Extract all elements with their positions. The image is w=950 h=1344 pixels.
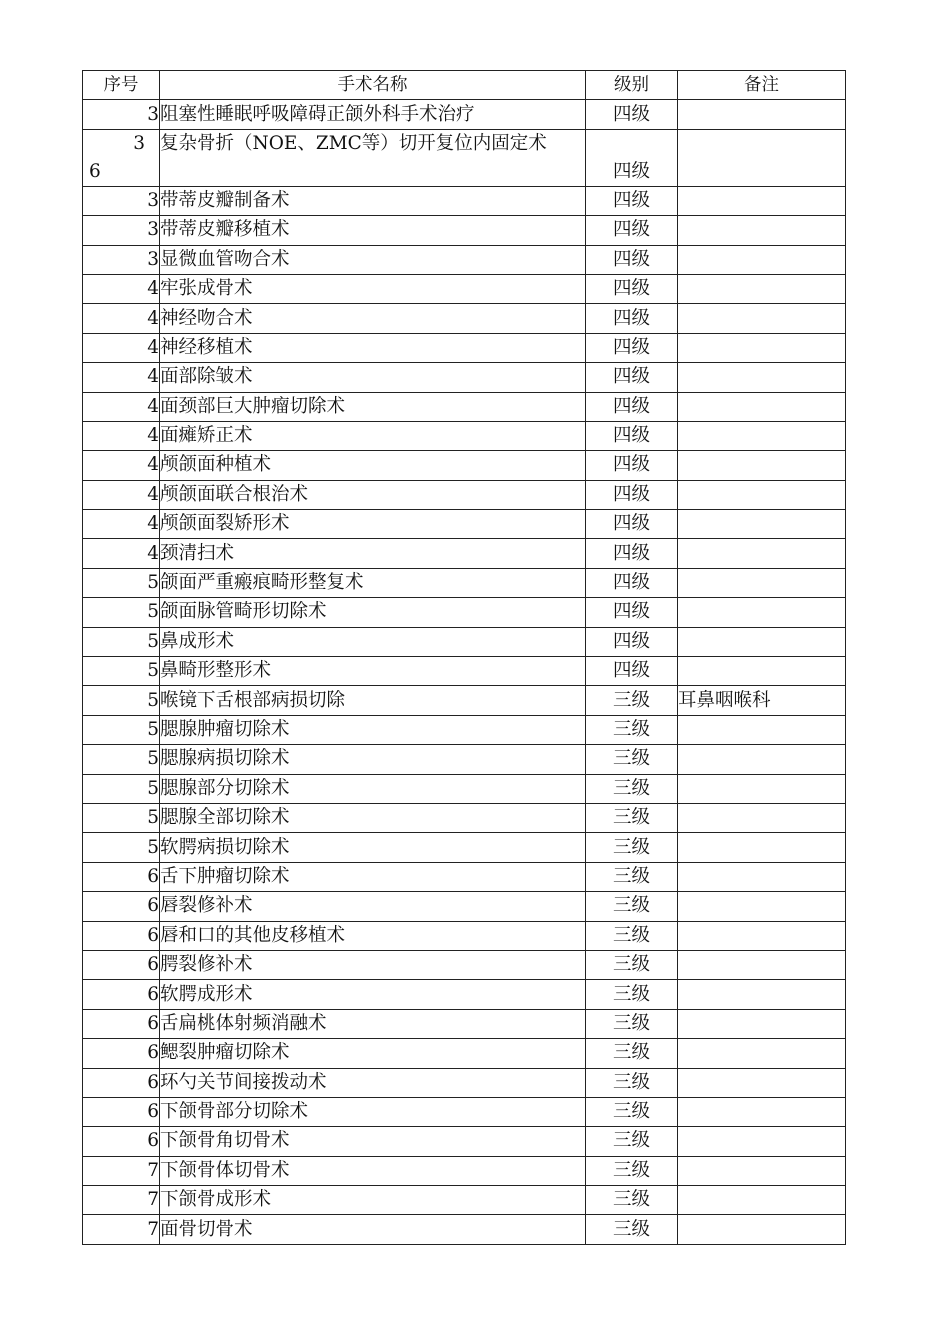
level-cell: 四级 <box>586 363 678 392</box>
table-row <box>83 129 846 186</box>
surgery-name-cell: 颅颌面联合根治术 <box>160 480 586 509</box>
level-cell: 四级 <box>586 304 678 333</box>
surgery-name-cell: 腮腺部分切除术 <box>160 774 586 803</box>
note-cell <box>678 715 846 744</box>
surgery-name-cell: 阻塞性睡眠呼吸障碍正颌外科手术治疗 <box>160 100 586 129</box>
surgery-name-cell: 腭裂修补术 <box>160 950 586 979</box>
note-cell <box>678 745 846 774</box>
row-number-cell: 4 <box>83 274 160 303</box>
surgery-name-cell: 软腭病损切除术 <box>160 833 586 862</box>
note-cell <box>678 1127 846 1156</box>
row-number-wrap: 6 <box>89 160 101 182</box>
note-cell: 耳鼻咽喉科 <box>678 686 846 715</box>
level-cell: 三级 <box>586 1097 678 1126</box>
row-number-cell: 3 <box>83 245 160 274</box>
surgery-name-cell: 鼻畸形整形术 <box>160 657 586 686</box>
header-row <box>83 71 846 100</box>
row-number-cell: 4 <box>83 539 160 568</box>
surgery-name-cell: 下颌骨角切骨术 <box>160 1127 586 1156</box>
table-row <box>83 1097 846 1126</box>
surgery-name-cell: 带蒂皮瓣制备术 <box>160 186 586 215</box>
row-number-cell: 5 <box>83 745 160 774</box>
surgery-name-cell: 颅颌面种植术 <box>160 451 586 480</box>
level-cell: 四级 <box>586 568 678 597</box>
surgery-name-cell: 腮腺全部切除术 <box>160 803 586 832</box>
row-number-cell: 6 <box>83 1068 160 1097</box>
table-row <box>83 245 846 274</box>
row-number-cell: 4 <box>83 451 160 480</box>
surgery-name-cell: 唇裂修补术 <box>160 892 586 921</box>
note-cell <box>678 980 846 1009</box>
table-row <box>83 1215 846 1244</box>
note-cell <box>678 1097 846 1126</box>
surgery-name-cell: 颅颌面裂矫形术 <box>160 510 586 539</box>
surgery-name-cell: 鼻成形术 <box>160 627 586 656</box>
surgery-name-cell: 显微血管吻合术 <box>160 245 586 274</box>
note-cell <box>678 304 846 333</box>
row-number-cell: 5 <box>83 774 160 803</box>
table-row <box>83 745 846 774</box>
surgery-name-cell: 下颌骨体切骨术 <box>160 1156 586 1185</box>
table-row <box>83 363 846 392</box>
note-cell <box>678 363 846 392</box>
note-cell <box>678 186 846 215</box>
level-cell: 三级 <box>586 921 678 950</box>
row-number-cell: 5 <box>83 598 160 627</box>
level-cell: 三级 <box>586 892 678 921</box>
table-row <box>83 1039 846 1068</box>
note-cell <box>678 657 846 686</box>
level-cell: 三级 <box>586 686 678 715</box>
note-cell <box>678 216 846 245</box>
row-number-cell: 5 <box>83 568 160 597</box>
row-number-cell: 4 <box>83 304 160 333</box>
note-cell <box>678 129 846 186</box>
table-row <box>83 274 846 303</box>
row-number-cell: 6 <box>83 921 160 950</box>
table-row <box>83 980 846 1009</box>
table-row <box>83 803 846 832</box>
level-cell: 三级 <box>586 980 678 1009</box>
note-cell <box>678 627 846 656</box>
surgery-name-cell: 腮腺肿瘤切除术 <box>160 715 586 744</box>
row-number-cell: 7 <box>83 1156 160 1185</box>
table-row <box>83 480 846 509</box>
level-cell: 四级 <box>586 627 678 656</box>
level-cell: 四级 <box>586 216 678 245</box>
table-row <box>83 1156 846 1185</box>
note-cell <box>678 774 846 803</box>
table-row <box>83 715 846 744</box>
level-cell: 三级 <box>586 1039 678 1068</box>
surgery-name-cell: 环勺关节间接拨动术 <box>160 1068 586 1097</box>
surgery-name-cell: 神经吻合术 <box>160 304 586 333</box>
level-cell: 四级 <box>586 100 678 129</box>
note-cell <box>678 862 846 891</box>
table-row <box>83 510 846 539</box>
table-row <box>83 598 846 627</box>
header-level: 级别 <box>586 71 678 100</box>
surgery-name-cell: 舌下肿瘤切除术 <box>160 862 586 891</box>
row-number-cell: 5 <box>83 715 160 744</box>
surgery-name-cell: 腮腺病损切除术 <box>160 745 586 774</box>
table-header <box>83 71 846 100</box>
note-cell <box>678 510 846 539</box>
table-row <box>83 304 846 333</box>
row-number-cell: 4 <box>83 333 160 362</box>
note-cell <box>678 1186 846 1215</box>
note-cell <box>678 245 846 274</box>
row-number-cell: 6 <box>83 950 160 979</box>
table-row <box>83 451 846 480</box>
header-no: 序号 <box>83 71 160 100</box>
note-cell <box>678 421 846 450</box>
note-cell <box>678 568 846 597</box>
note-cell <box>678 833 846 862</box>
table-row <box>83 333 846 362</box>
table-row <box>83 1068 846 1097</box>
table-row <box>83 657 846 686</box>
table-row <box>83 921 846 950</box>
row-number-cell: 6 <box>83 1127 160 1156</box>
note-cell <box>678 451 846 480</box>
surgery-name-cell: 面瘫矫正术 <box>160 421 586 450</box>
note-cell <box>678 950 846 979</box>
table-row <box>83 421 846 450</box>
surgery-name-cell: 下颌骨成形术 <box>160 1186 586 1215</box>
table-row <box>83 1127 846 1156</box>
level-cell: 四级 <box>586 480 678 509</box>
row-number-cell: 5 <box>83 686 160 715</box>
surgery-name-cell: 神经移植术 <box>160 333 586 362</box>
table-row <box>83 539 846 568</box>
level-cell: 三级 <box>586 803 678 832</box>
note-cell <box>678 274 846 303</box>
level-cell: 四级 <box>586 129 678 186</box>
note-cell <box>678 1039 846 1068</box>
table-row <box>83 1186 846 1215</box>
level-cell: 四级 <box>586 392 678 421</box>
table-row <box>83 216 846 245</box>
level-cell: 三级 <box>586 1009 678 1038</box>
note-cell <box>678 480 846 509</box>
row-number: 3 <box>133 132 145 154</box>
level-cell: 三级 <box>586 1186 678 1215</box>
row-number-cell: 3 <box>83 186 160 215</box>
note-cell <box>678 392 846 421</box>
table-row <box>83 392 846 421</box>
row-number-cell: 5 <box>83 833 160 862</box>
note-cell <box>678 892 846 921</box>
level-cell: 四级 <box>586 598 678 627</box>
surgery-name-cell: 面部除皱术 <box>160 363 586 392</box>
row-number-cell: 7 <box>83 1186 160 1215</box>
table-row <box>83 862 846 891</box>
level-cell: 三级 <box>586 715 678 744</box>
table-row <box>83 892 846 921</box>
note-cell <box>678 1215 846 1244</box>
note-cell <box>678 1068 846 1097</box>
level-cell: 三级 <box>586 862 678 891</box>
level-cell: 三级 <box>586 1215 678 1244</box>
level-cell: 四级 <box>586 274 678 303</box>
note-cell <box>678 803 846 832</box>
table-row <box>83 1009 846 1038</box>
note-cell <box>678 598 846 627</box>
surgery-name-cell: 下颌骨部分切除术 <box>160 1097 586 1126</box>
surgery-name-cell: 唇和口的其他皮移植术 <box>160 921 586 950</box>
table-row <box>83 833 846 862</box>
surgery-name-cell: 牢张成骨术 <box>160 274 586 303</box>
row-number-cell: 4 <box>83 421 160 450</box>
surgery-name-cell: 舌扁桃体射频消融术 <box>160 1009 586 1038</box>
surgery-name-cell: 复杂骨折（NOE、ZMC等）切开复位内固定术 <box>160 129 586 186</box>
row-number-cell: 5 <box>83 803 160 832</box>
header-name: 手术名称 <box>160 71 586 100</box>
note-cell <box>678 333 846 362</box>
level-cell: 四级 <box>586 510 678 539</box>
surgery-table <box>82 70 846 1245</box>
row-number-cell: 6 <box>83 1097 160 1126</box>
note-cell <box>678 1156 846 1185</box>
row-number-cell: 5 <box>83 657 160 686</box>
surgery-name-cell: 面颈部巨大肿瘤切除术 <box>160 392 586 421</box>
note-cell <box>678 539 846 568</box>
level-cell: 四级 <box>586 245 678 274</box>
level-cell: 四级 <box>586 333 678 362</box>
row-number-cell: 6 <box>83 892 160 921</box>
level-cell: 三级 <box>586 774 678 803</box>
row-number-cell: 6 <box>83 1009 160 1038</box>
level-cell: 四级 <box>586 186 678 215</box>
level-cell: 三级 <box>586 833 678 862</box>
level-cell: 四级 <box>586 539 678 568</box>
row-number-cell: 6 <box>83 862 160 891</box>
table-row <box>83 627 846 656</box>
surgery-name-cell: 面骨切骨术 <box>160 1215 586 1244</box>
table-row <box>83 774 846 803</box>
row-number-cell: 3 <box>83 216 160 245</box>
surgery-name-cell: 带蒂皮瓣移植术 <box>160 216 586 245</box>
level-cell: 四级 <box>586 421 678 450</box>
row-number-cell <box>83 129 160 186</box>
level-cell: 四级 <box>586 657 678 686</box>
row-number-cell: 4 <box>83 392 160 421</box>
level-cell: 四级 <box>586 451 678 480</box>
row-number-cell: 3 <box>83 100 160 129</box>
row-number-cell: 6 <box>83 980 160 1009</box>
surgery-name-cell: 颈清扫术 <box>160 539 586 568</box>
table-row <box>83 686 846 715</box>
surgery-name-cell: 鳃裂肿瘤切除术 <box>160 1039 586 1068</box>
level-cell: 三级 <box>586 1156 678 1185</box>
surgery-name-cell: 软腭成形术 <box>160 980 586 1009</box>
row-number-cell: 4 <box>83 480 160 509</box>
row-number-cell: 5 <box>83 627 160 656</box>
table-row <box>83 100 846 129</box>
header-note: 备注 <box>678 71 846 100</box>
row-number-cell: 7 <box>83 1215 160 1244</box>
note-cell <box>678 921 846 950</box>
level-cell: 三级 <box>586 745 678 774</box>
surgery-name-cell: 颌面脉管畸形切除术 <box>160 598 586 627</box>
table-row <box>83 950 846 979</box>
row-number-cell: 4 <box>83 363 160 392</box>
note-cell <box>678 1009 846 1038</box>
surgery-name-cell: 颌面严重瘢痕畸形整复术 <box>160 568 586 597</box>
level-cell: 三级 <box>586 950 678 979</box>
row-number-cell: 6 <box>83 1039 160 1068</box>
level-cell: 三级 <box>586 1127 678 1156</box>
row-number-cell: 4 <box>83 510 160 539</box>
table-body <box>83 100 846 1244</box>
table-row <box>83 186 846 215</box>
note-cell <box>678 100 846 129</box>
table-row <box>83 568 846 597</box>
level-cell: 三级 <box>586 1068 678 1097</box>
surgery-name-cell: 喉镜下舌根部病损切除 <box>160 686 586 715</box>
